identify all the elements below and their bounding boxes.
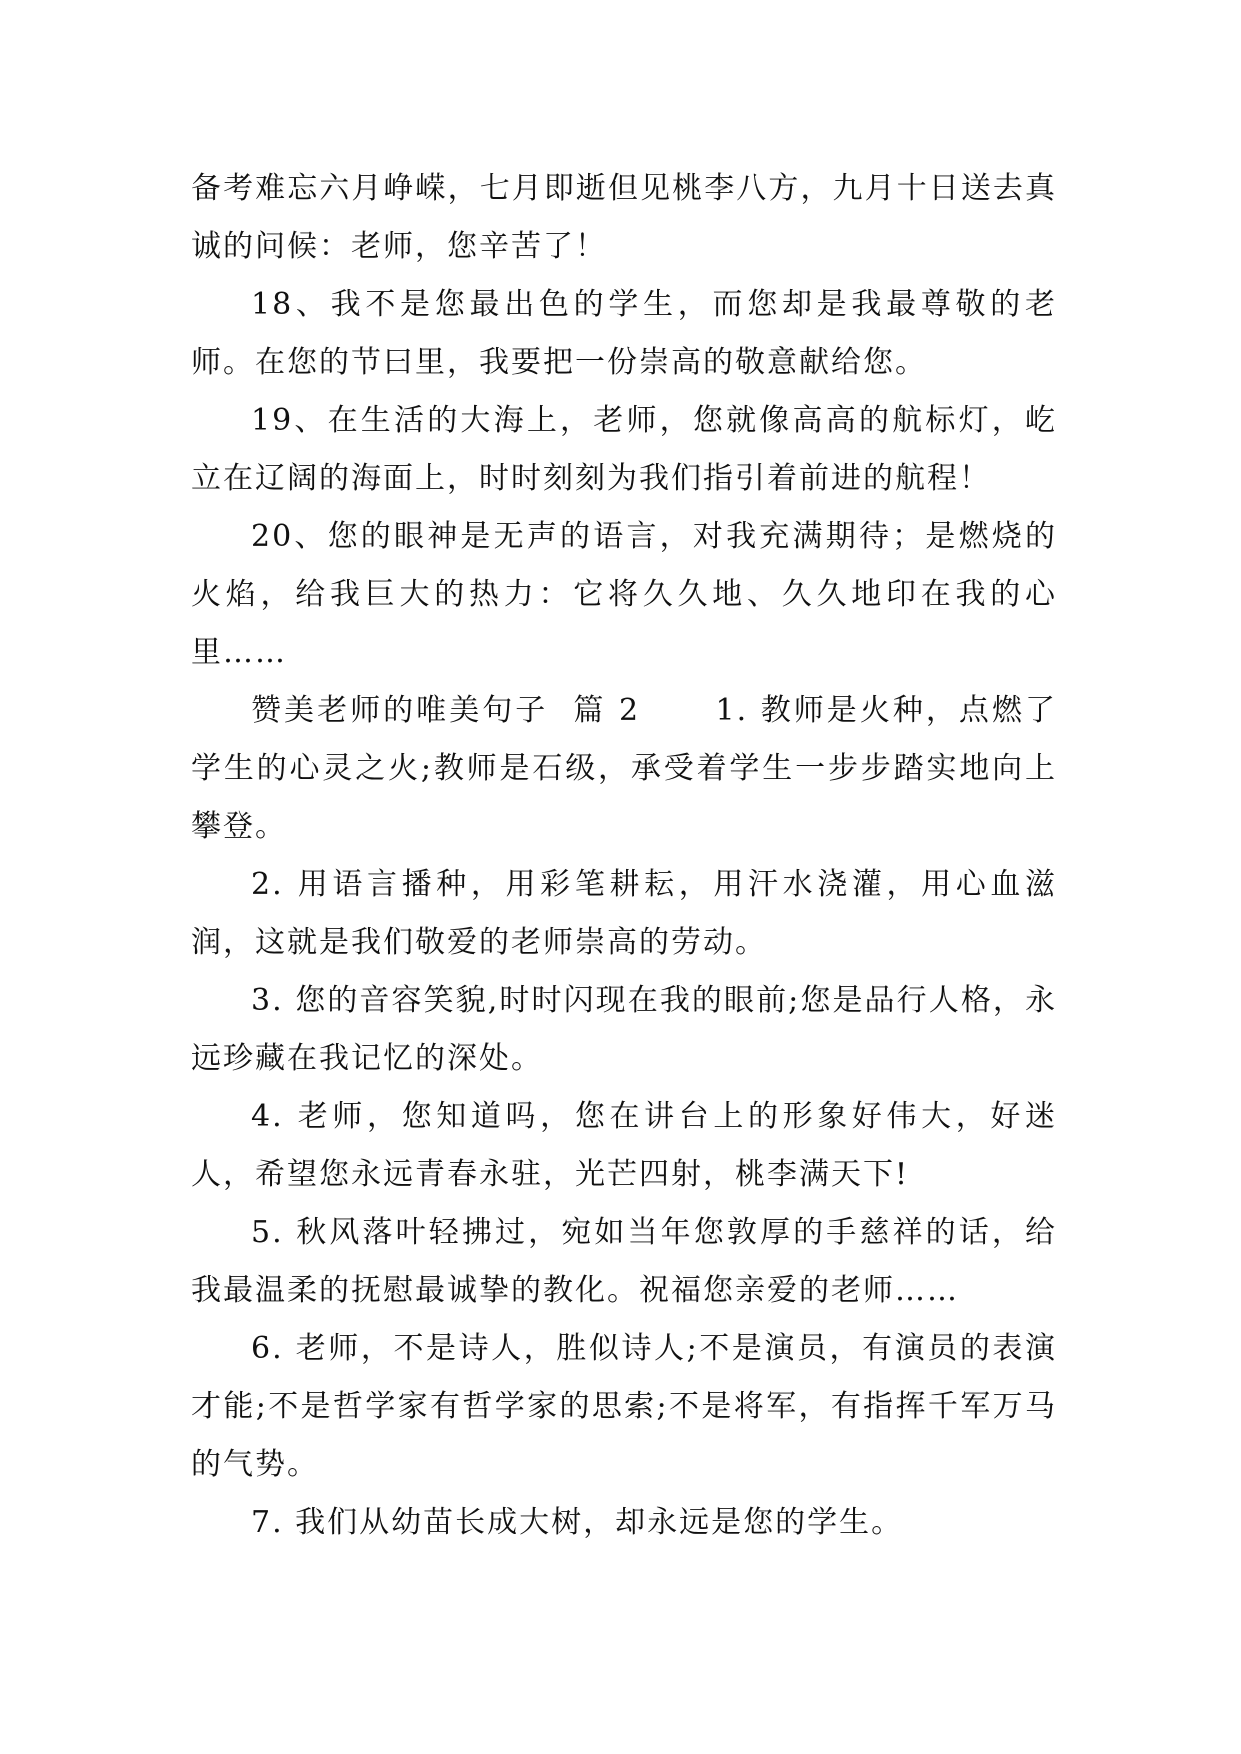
paragraph-item-2: 2. 用语言播种，用彩笔耕耘，用汗水浇灌，用心血滋润，这就是我们敬爱的老师崇高的劳动。	[191, 867, 1057, 960]
paragraph-continuation: 备考难忘六月峥嵘，七月即逝但见桃李八方，九月十日送去真诚的问候：老师，您辛苦了！	[191, 171, 1057, 264]
paragraph-item-6: 6. 老师，不是诗人，胜似诗人;不是演员，有演员的表演才能;不是哲学家有哲学家的思索;不是将军，有指挥千军万马的气势。	[191, 1331, 1057, 1482]
paragraph-item-5: 5. 秋风落叶轻拂过，宛如当年您敦厚的手慈祥的话，给我最温柔的抚慰最诚挚的教化。祝福您亲爱的老师……	[191, 1215, 1057, 1308]
paragraph-item-7: 7. 我们从幼苗长成大树，却永远是您的学生。	[251, 1505, 904, 1540]
paragraph-item-18: 18、我不是您最出色的学生，而您却是我最尊敬的老师。在您的节曰里，我要把一份崇高的敬意献给您。	[191, 287, 1057, 380]
section-heading-paragraph: 赞美老师的唯美句子 篇 2 1. 教师是火种，点燃了学生的心灵之火;教师是石级，承受着学生一步步踏实地向上攀登。	[191, 693, 1057, 844]
paragraph-item-20: 20、您的眼神是无声的语言，对我充满期待；是燃烧的火焰，给我巨大的热力：它将久久地、久久地印在我的心里……	[191, 519, 1057, 670]
paragraph-item-4: 4. 老师，您知道吗，您在讲台上的形象好伟大，好迷人，希望您永远青春永驻，光芒四射，桃李满天下!	[191, 1099, 1057, 1192]
paragraph-item-3: 3. 您的音容笑貌,时时闪现在我的眼前;您是品行人格，永远珍藏在我记忆的深处。	[191, 983, 1057, 1076]
document-body	[191, 160, 1057, 1552]
paragraph-item-19: 19、在生活的大海上，老师，您就像高高的航标灯，屹立在辽阔的海面上，时时刻刻为我们指引着前进的航程！	[191, 403, 1057, 496]
